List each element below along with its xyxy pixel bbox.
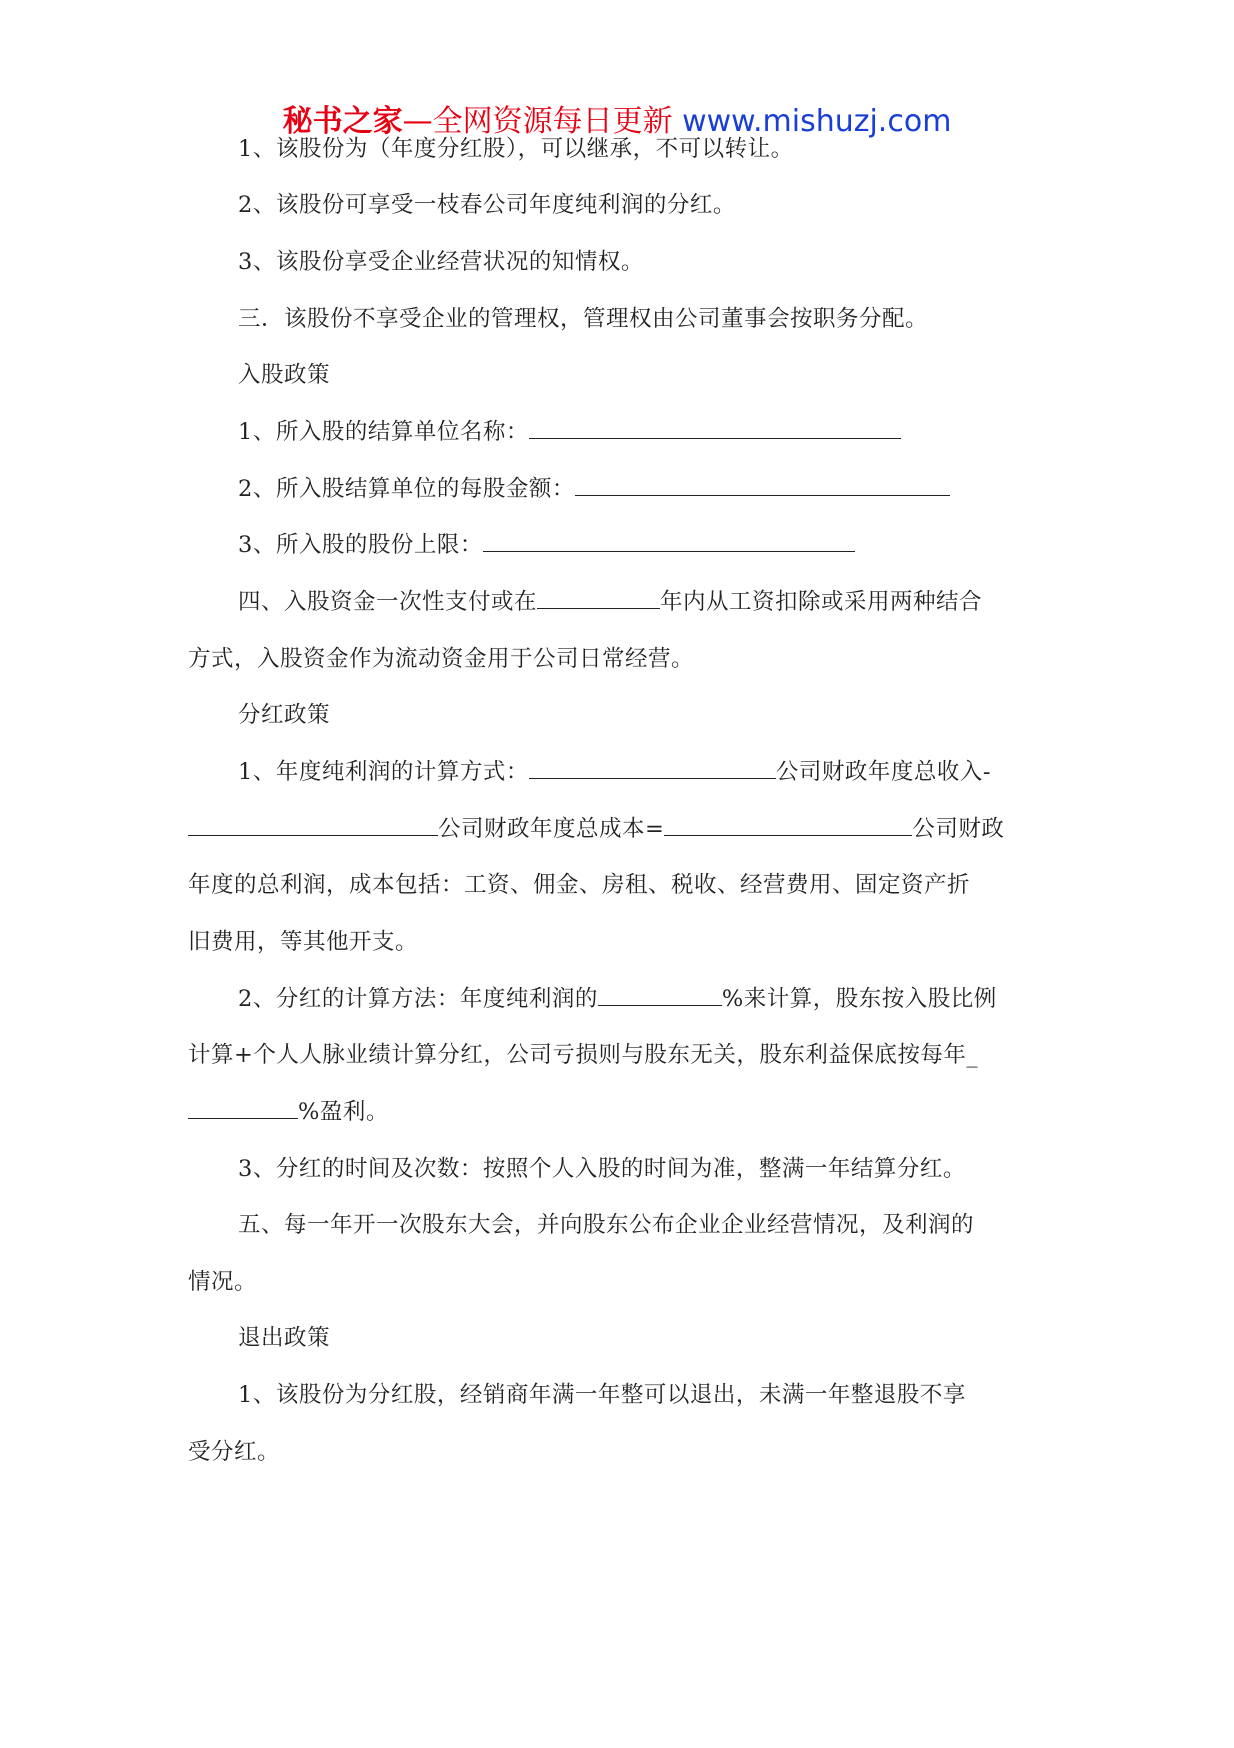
paragraph-line: 1、该股份为（年度分红股），可以继承，不可以转让。 <box>238 136 794 162</box>
paragraph-line: 方式，入股资金作为流动资金用于公司日常经营。 <box>188 646 695 672</box>
paragraph-line: 五、每一年开一次股东大会，并向股东公布企业企业经营情况，及利润的 <box>238 1212 975 1238</box>
paragraph-line: 3、分红的时间及次数：按照个人入股的时间为准，整满一年结算分红。 <box>238 1156 966 1182</box>
fill-in-blank[interactable] <box>575 475 950 496</box>
paragraph-line: 情况。 <box>188 1269 258 1295</box>
paragraph-line: 2、分红的计算方法：年度纯利润的 %来计算，股东按入股比例 <box>238 986 997 1012</box>
paragraph-line: 四、入股资金一次性支付或在 年内从工资扣除或采用两种结合 <box>238 589 983 615</box>
fill-in-blank[interactable] <box>483 531 855 552</box>
form-line-share-amount <box>238 474 950 504</box>
paragraph-line: %盈利。 <box>188 1097 389 1127</box>
paragraph-line: 2、该股份可享受一枝春公司年度纯利润的分红。 <box>238 192 736 218</box>
paragraph-line: 1、年度纯利润的计算方式： 公司财政年度总收入- <box>238 759 991 785</box>
paragraph-line: 旧费用，等其他开支。 <box>188 929 419 955</box>
paragraph-line: 受分红。 <box>188 1439 281 1465</box>
section-heading-dividend-policy: 分红政策 <box>238 702 331 728</box>
fill-in-blank[interactable] <box>188 1098 298 1119</box>
fill-in-blank[interactable] <box>188 815 438 836</box>
form-label: 2、所入股结算单位的每股金额： <box>238 476 575 502</box>
fill-in-blank[interactable] <box>537 588 660 609</box>
paragraph-line: 计算+个人人脉业绩计算分红，公司亏损则与股东无关，股东利益保底按每年_ <box>188 1042 979 1068</box>
paragraph-line: 三．该股份不享受企业的管理权，管理权由公司董事会按职务分配。 <box>238 306 929 332</box>
site-slogan: —全网资源每日更新 <box>402 104 673 139</box>
paragraph-line: 年度的总利润，成本包括：工资、佣金、房租、税收、经营费用、固定资产折 <box>188 872 971 898</box>
paragraph-line: 3、该股份享受企业经营状况的知情权。 <box>238 249 644 275</box>
fill-in-blank[interactable] <box>664 815 912 836</box>
form-label: 1、所入股的结算单位名称： <box>238 419 529 445</box>
site-brand-name: 秘书之家 <box>282 104 403 139</box>
paragraph-line: 1、该股份为分红股，经销商年满一年整可以退出，未满一年整退股不享 <box>238 1382 966 1408</box>
fill-in-blank[interactable] <box>529 758 776 779</box>
form-line-unit-name <box>238 417 901 447</box>
fill-in-blank[interactable] <box>529 418 901 439</box>
site-url-link[interactable]: www.mishuzj.com <box>672 104 952 139</box>
fill-in-blank[interactable] <box>598 985 722 1006</box>
form-label: 3、所入股的股份上限： <box>238 532 483 558</box>
section-heading-join-policy: 入股政策 <box>238 362 331 388</box>
section-heading-exit-policy: 退出政策 <box>238 1325 331 1351</box>
paragraph-line: 公司财政年度总成本= 公司财政 <box>188 814 1004 844</box>
form-line-share-limit <box>238 530 855 560</box>
